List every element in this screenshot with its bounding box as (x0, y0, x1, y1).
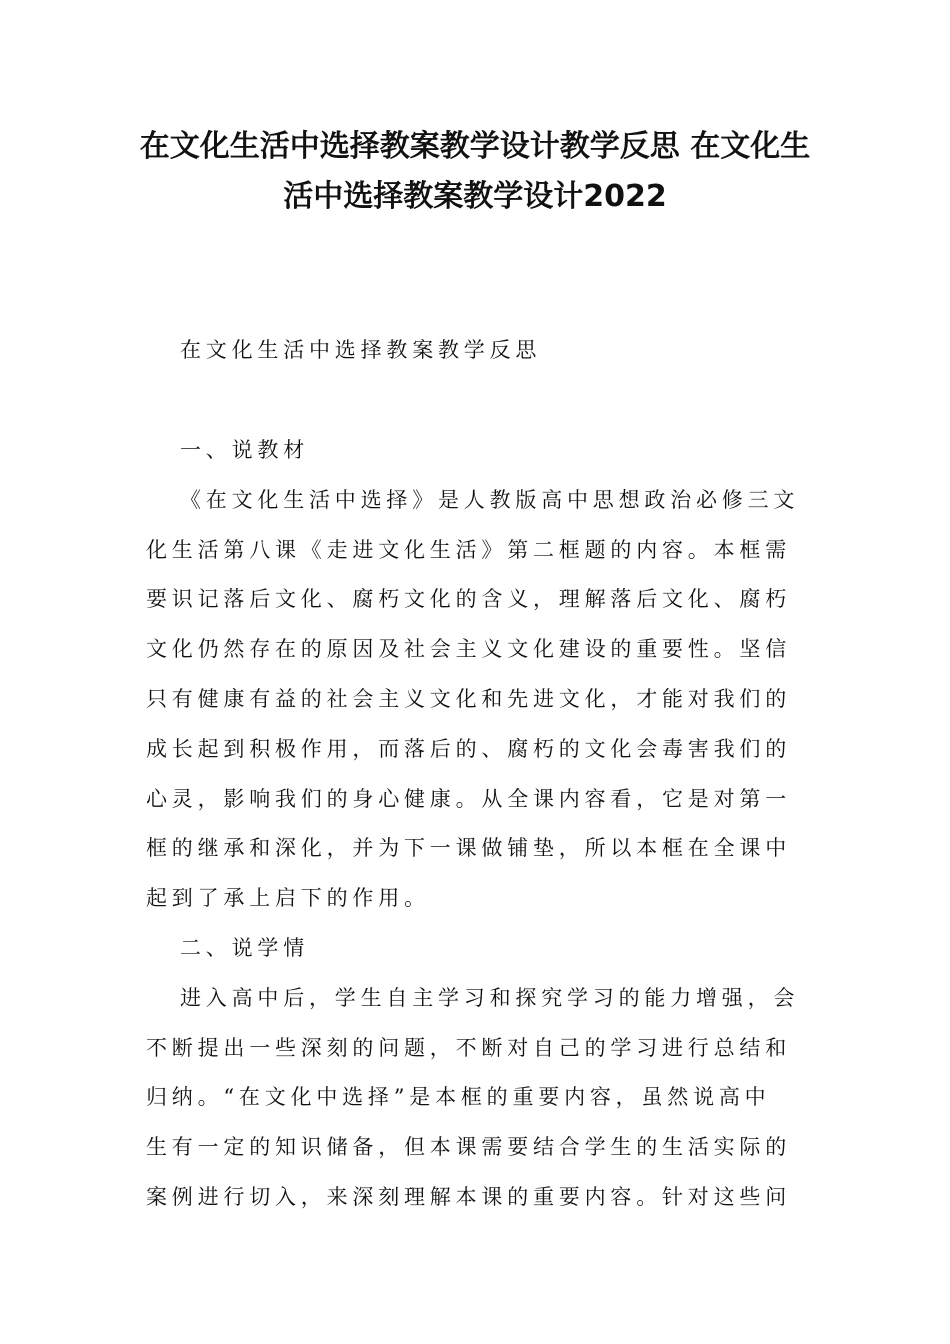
subtitle-text: 在文化生活中选择教案教学反思 (180, 338, 542, 362)
paragraph-line: 归纳。“在文化中选择”是本框的重要内容，虽然说高中 (146, 1085, 771, 1110)
title-line: 活中选择教案教学设计2022 (283, 179, 667, 214)
paragraph-line: 《在文化生活中选择》是人教版高中思想政治必修三文 (180, 487, 800, 512)
section-heading: 一、说教材 (180, 438, 309, 462)
paragraph-line: 成长起到积极作用，而落后的、腐朽的文化会毒害我们的 (146, 736, 791, 761)
document-subtitle (146, 326, 806, 376)
paragraph-line: 文化仍然存在的原因及社会主义文化建设的重要性。坚信 (146, 637, 791, 662)
paragraph-line: 起到了承上启下的作用。 (146, 886, 430, 911)
section-1 (146, 426, 806, 1223)
paragraph-line: 框的继承和深化，并为下一课做铺垫，所以本框在全课中 (146, 836, 791, 861)
title-line: 在文化生活中选择教案教学设计教学反思 在文化生 (139, 129, 811, 164)
paragraph-line: 只有健康有益的社会主义文化和先进文化，才能对我们的 (146, 686, 791, 711)
section-heading: 二、说学情 (180, 935, 309, 960)
document-title (120, 122, 830, 222)
paragraph-line: 案例进行切入，来深刻理解本课的重要内容。针对这些问 (146, 1184, 791, 1209)
paragraph-line: 进入高中后，学生自主学习和探究学习的能力增强，会 (180, 985, 800, 1010)
paragraph-line: 要识记落后文化、腐朽文化的含义，理解落后文化、腐朽 (146, 587, 791, 612)
paragraph-line: 生有一定的知识储备，但本课需要结合学生的生活实际的 (146, 1135, 791, 1160)
paragraph-line: 不断提出一些深刻的问题，不断对自己的学习进行总结和 (146, 1035, 791, 1060)
paragraph-line: 心灵，影响我们的身心健康。从全课内容看，它是对第一 (146, 786, 791, 811)
paragraph-line: 化生活第八课《走进文化生活》第二框题的内容。本框需 (146, 537, 791, 562)
